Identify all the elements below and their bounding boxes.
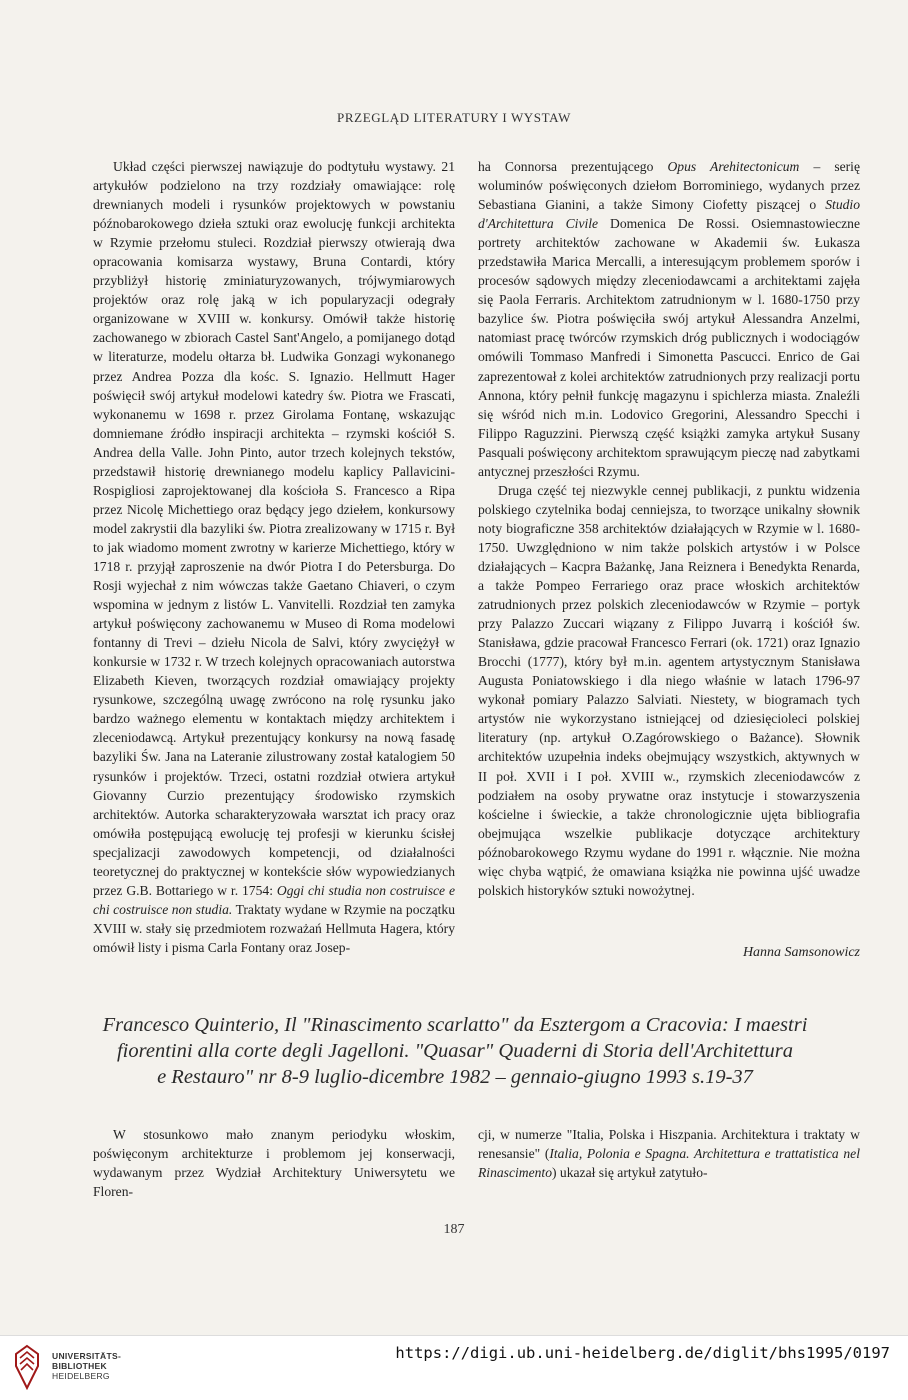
university-seal-icon: [8, 1344, 46, 1390]
source-url-link[interactable]: https://digi.ub.uni-heidelberg.de/diglit/bhs1995/0197: [395, 1344, 890, 1362]
library-name-line: UNIVERSITÄTS-: [52, 1351, 122, 1361]
page-number: 187: [443, 1222, 465, 1237]
text-run: Domenica De Rossi. Osiemnastowieczne portrety architektów zachowane w Akademii św. Łukasza przedstawiła Marica Mercalli, a interesującym problemem sporów i procesów sądowych między zleceniodawcami a architektami zajęła się Paola Ferraris. Architektom zatrudnionym w l. 1680-1750 przy bazylice św. Piotra poświęciła swój artykuł Alessandra Anzelmi, natomiast pracę twórców rzymskich dróg publicznych i wodociągów omówili Tommaso Manfredi i Simonetta Pascucci. Enrico de Gai zaprezentował z kolei architektów zatrudnionych przy realizacji portu Annona, który pełnił funkcję magazynu i spichlerza miasta. Znaleźli się wśród nich m.in. Lodovico Gregorini, Alessandro Specchi i Filippo Raguzzini. Pierwszą część książki zamyka artykuł Susany Pasquali poświęcony architektom sprawującym pieczę nad zabytkami antycznej przeszłości Rzymu.: [478, 216, 861, 479]
italic-title: Studio d'Architettura Civile: [478, 197, 860, 232]
paragraph: W stosunkowo mało znanym periodyku włoskim, poświęconym architekturze i problemom jej konserwacji, wydawanym przez Wydział Architektury Uniwersytetu we Floren-: [93, 1127, 455, 1200]
text-run: cji, w numerze "Italia, Polska i Hiszpania. Architektura i traktaty w renesansie" (: [478, 1127, 860, 1162]
paragraph: [93, 157, 455, 957]
left-column-top: [93, 157, 455, 957]
review-title-line: Francesco Quinterio, Il "Rinascimento scarlatto" da Esztergom a Cracovia: I maestri: [102, 1014, 808, 1036]
text-run: ) ukazał się artykuł zatytuło-: [552, 1165, 708, 1181]
running-head: PRZEGLĄD LITERATURY I WYSTAW: [337, 110, 571, 125]
footer-bar: [0, 1335, 908, 1400]
paragraph: Druga część tej niezwykle cennej publikacji, z punktu widzenia polskiego czytelnika bodaj cenniejsza, to tworzące unikalny słownik noty biograficzne 358 architektów działających w Rzymie w l. 1680-1750. Uwzględniono w nim także polskich artystów i w Polsce działających – Kacpra Bażankę, Jana Reiznera i Benedykta Renarda, a także Pompeo Ferrariego oraz prace włoskich architektów zatrudnionych przez polskich zleceniodawców w Rzymie – portyk przy Palazzo Zuccari wiązany z Filippo Juvarrą i kościół św. Stanisława, gdzie pracował Francesco Ferrari (ok. 1721) oraz Ignazio Brocchi (1777), który był m.in. agentem artystycznym Stanisława Augusta Poniatowskiego i dla niego właśnie w latach 1796-97 wykonał pomiary Palazzo Salviati. Niestety, w biogramach tych artystów nie wykorzystano istniejącej od dziesięcioleci polskiej literatury (np. artykuł O.Zagórowskiego o Bażance). Słownik architektów uzupełnia indeks obejmujący wszystkich, aktywnych w II poł. XVII i I poł. XVIII w., rzymskich zleceniodawców z podziałem na osoby prywatne oraz instytucje i stowarzyszenia kościelne i świeckie, a także chronologicznie ujęta bibliografia obejmująca wszelkie publikacje dotyczące architektury późnobarokowego Rzymu wydane do 1991 r. włącznie. Nie można więc chyba wątpić, że omawiana książka nie powinna ujść uwadze polskich historyków sztuki nowożytnej.: [478, 482, 860, 898]
right-column-bottom: [478, 1125, 860, 1182]
italic-quote: Oggi chi studia non costruisce e chi costruisce non studia.: [93, 882, 455, 917]
text-run: Traktaty wydane w Rzymie na początku XVIII w. stały się przedmiotem rozważań Hellmuta Hagera, który omówił listy i pisma Carla Fontany oraz Josep-: [93, 901, 456, 955]
review-title: [60, 1012, 850, 1090]
italic-title: Italia, Polonia e Spagna. Architettura e trattatistica nel Rinascimento: [478, 1146, 860, 1181]
paragraph: [478, 157, 860, 481]
library-name-line: HEIDELBERG: [52, 1371, 110, 1381]
text-run: Układ części pierwszej nawiązuje do podtytułu wystawy. 21 artykułów podzielono na trzy rozdziały omawiające: rolę drewnianych modeli i rysunków projektowych w powstaniu późnobarokowego dzieła sztuki oraz ewolucję funkcji architekta w Rzymie przełomu stuleci. Rozdział pierwszy otwierają dwa opracowania komisarza wystawy, Bruna Contardi, który przybliżył historię zminiaturyzowanych, trójwymiarowych projektów oraz rolę jaką w ich popularyzacji odegrały organizowane w XVIII w. konkursy. Omówił także historię zachowanego w zbiorach Castel Sant'Angelo, a pomijanego dotąd w literaturze, modelu ołtarza bł. Ludwika Gonzagi wykonanego przez Andrea Pozza dla kośc. S. Ignazio. Hellmutt Hager poświęcił swój artykuł modelowi katedry św. Piotra we Frascati, wykonanemu w 1698 r. przez Girolama Fontanę, wskazując domniemane źródło inspiracji architekta – rzymski kościół S. Andrea della Valle. John Pinto, autor trzech kolejnych tekstów, przedstawił historię drewnianego modelu kaplicy Pallavicini-Rospigliosi zaprojektowanej dla kościoła S. Francesco a Ripa przez Nicolę Michettiego oraz będący jego dziełem, konkursowy model zakrystii dla bazyliki św. Piotra zrealizowany w 1715 r. Był to jak wiadomo moment zwrotny w karierze Michettiego, który w 1718 r. przyjął zaproszenie na dwór Piotra I do Petersburga. Do Rosji wyjechał z nim wówczas także Gaetano Chiaveri, o czym wspomina w jednym z listów L. Vanvitelli. Rozdział ten zamyka artykuł poświęcony zachowanemu w Museo di Roma modelowi fontanny di Trevi – dziełu Nicola de Salvi, który zwyciężył w konkursie w 1732 r. W trzech kolejnych opracowaniach autorstwa Elizabeth Kieven, tworzących rozdział omawiający projekty rysunkowe, szczególną uwagę zwrócono na rolę rysunku jako bardzo ważnego elementu w kontaktach między architektem i zleceniodawcą. Artykuł prezentujący konkursy na nową fasadę bazyliki Św. Jana na Lateranie zilustrowany został katalogiem 50 rysunków i projektów. Trzeci, ostatni rozdział otwiera artykuł Giovanny Curzio prezentujący środowisko rzymskich architektów. Autorka scharakteryzowała warsztat ich pracy oraz omówiła postępującą ewolucję tej profesji w kierunku ścisłej specjalizacji zawodowych kompetencji, od działalności teoretycznej do praktycznej w kontekście słów wypowiedzianych przez G.B. Bottariego w r. 1754:: [93, 159, 455, 898]
text-run: – serię woluminów poświęconych dziełom Borrominiego, wydanych przez Sebastiana Gianini, a także Simony Ciofetty piszącej o: [478, 159, 860, 213]
paragraph: [478, 1125, 860, 1182]
right-column-top: [478, 157, 860, 900]
text-run: ha Connorsa prezentującego: [478, 159, 668, 174]
italic-title: Opus Arehitectonicum: [667, 159, 800, 174]
review-title-line: fiorentini alla corte degli Jagelloni. "Quasar" Quaderni di Storia dell'Architettura: [116, 1040, 794, 1062]
author-signature: Hanna Samsonowicz: [742, 945, 860, 960]
left-column-bottom: [93, 1125, 455, 1201]
library-name: [52, 1351, 121, 1381]
review-title-line: e Restauro" nr 8-9 luglio-dicembre 1982 – gennaio-giugno 1993 s.19-37: [157, 1066, 753, 1088]
library-name-line: BIBLIOTHEK: [52, 1361, 107, 1371]
